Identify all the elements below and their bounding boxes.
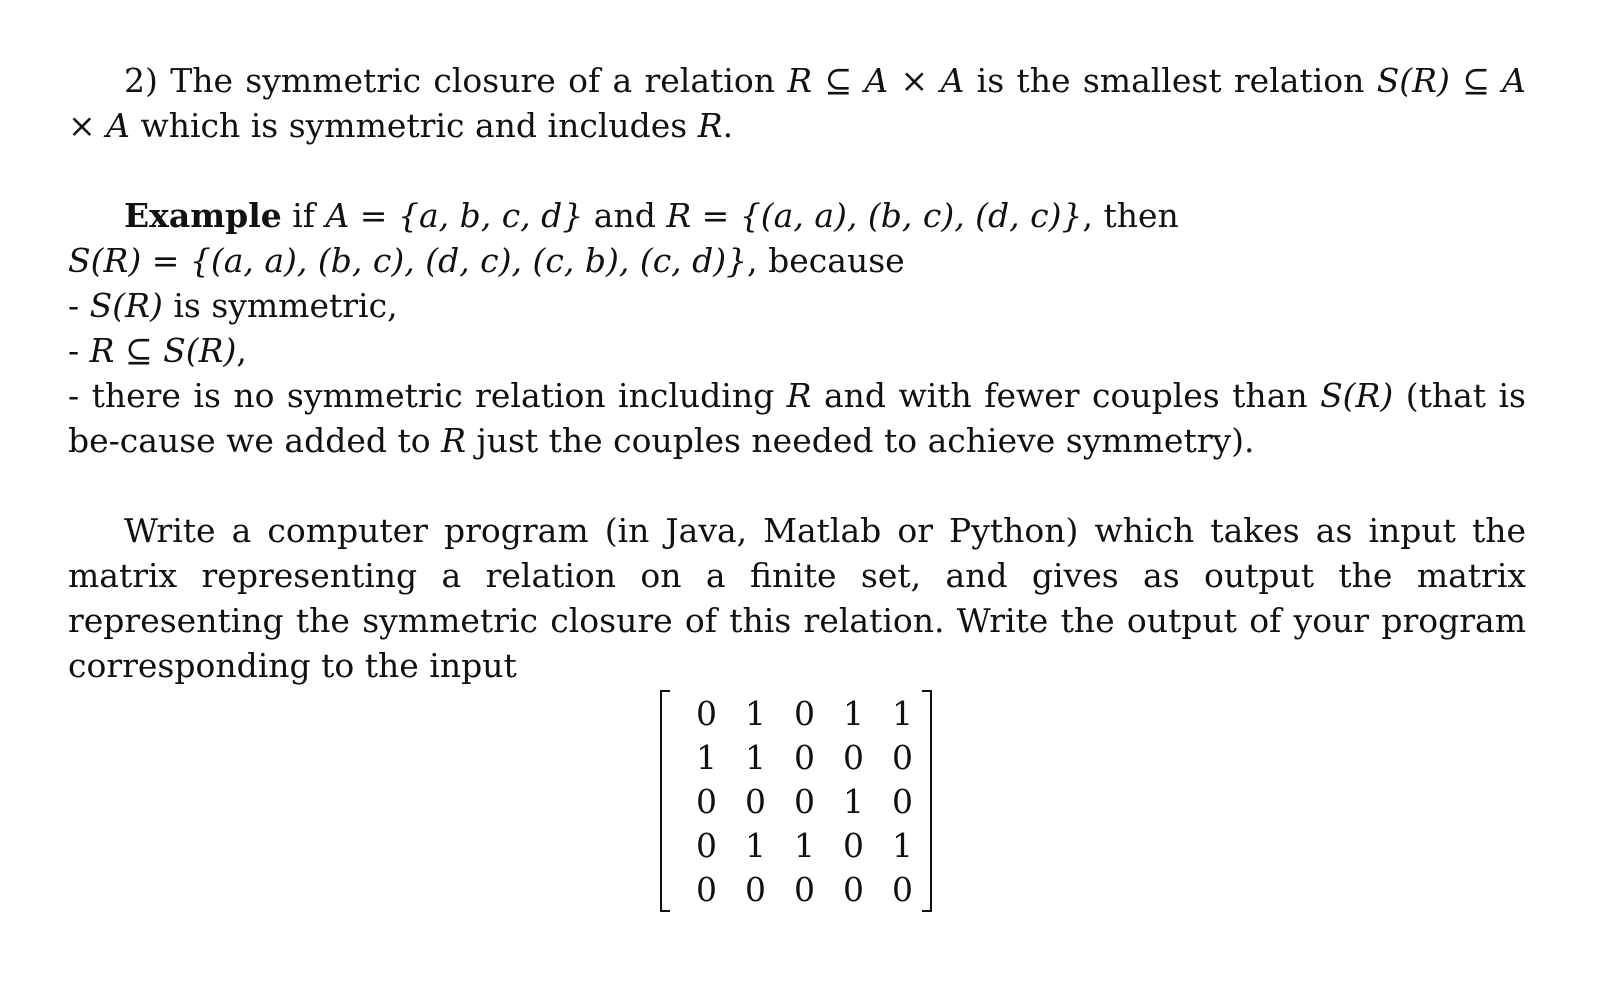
bullet-2: [68, 328, 1526, 373]
matrix-cell: 1: [892, 826, 913, 865]
matrix-cell: 1: [794, 826, 815, 865]
matrix-cell: 0: [696, 826, 717, 865]
matrix-cell: 0: [745, 782, 766, 821]
intro-math-2: S(R) ⊆ A × A: [68, 61, 1527, 145]
bullet-math: R ⊆ S(R): [89, 331, 237, 370]
example-math-2: R = {(a, a), (b, c), (d, c)}: [666, 196, 1083, 235]
example-label: Example: [124, 196, 282, 235]
matrix-cell: 0: [892, 738, 913, 777]
b3-math-3: R: [441, 421, 466, 460]
matrix-cell: 1: [745, 694, 766, 733]
matrix-cell: 0: [843, 826, 864, 865]
bullet-text: is symmetric,: [162, 286, 398, 325]
task-paragraph: Write a computer program (in Java, Matlab or Python) which takes as input the matrix representing a relation on a finite set, and gives as output the matrix representing the symmetric closure of this relation. Write the output of your program corresponding to the input: [68, 511, 1526, 685]
matrix-cell: 1: [843, 782, 864, 821]
document-body: [68, 58, 1526, 688]
right-bracket: [922, 690, 932, 912]
intro-math-1: R ⊆ A × A: [787, 61, 965, 100]
b3-math-2: S(R): [1320, 376, 1394, 415]
matrix-cell: 1: [696, 738, 717, 777]
matrix-cell: 1: [745, 738, 766, 777]
matrix-cell: 0: [794, 738, 815, 777]
intro-text-a: The symmetric closure of a relation: [157, 61, 788, 100]
bullet-dash: -: [68, 286, 90, 325]
bullet-dash: -: [68, 331, 90, 370]
matrix-cell: 0: [696, 694, 717, 733]
bullet-3: [68, 373, 1526, 463]
example-math-1: A = {a, b, c, d}: [325, 196, 584, 235]
example-text-2: and: [583, 196, 667, 235]
intro-text-b: is the smallest relation: [964, 61, 1377, 100]
matrix-cell: 1: [843, 694, 864, 733]
matrix-cell: 0: [794, 782, 815, 821]
left-bracket: [660, 690, 670, 912]
intro-math-3: R: [697, 106, 723, 145]
matrix-cell: 0: [892, 870, 913, 909]
matrix-cell: 0: [892, 782, 913, 821]
matrix-cell: 0: [794, 870, 815, 909]
matrix-grid: [682, 692, 927, 912]
b3-text-b: and with fewer couples than: [811, 376, 1321, 415]
input-matrix: [660, 690, 932, 912]
b3-text-d: just the couples needed to achieve symmetry).: [465, 421, 1255, 460]
matrix-cell: 0: [843, 870, 864, 909]
intro-text-c: which is symmetric and includes: [129, 106, 698, 145]
example-paragraph: [68, 193, 1526, 283]
matrix-cell: 1: [892, 694, 913, 733]
example-text-1: if: [281, 196, 326, 235]
b3-math-1: R: [786, 376, 812, 415]
bullet-math: S(R): [89, 286, 163, 325]
example-text-4: , because: [747, 241, 905, 280]
bullet-text: ,: [236, 331, 247, 370]
matrix-cell: 0: [843, 738, 864, 777]
b3-text-c: (that is be-cause we added to: [68, 376, 1526, 460]
matrix-cell: 0: [696, 782, 717, 821]
matrix-cell: 0: [794, 694, 815, 733]
bullet-1: [68, 283, 1526, 328]
b3-text-a: - there is no symmetric relation including: [68, 376, 787, 415]
example-math-3: S(R) = {(a, a), (b, c), (d, c), (c, b), (c, d)}: [68, 241, 748, 280]
matrix-cell: 1: [745, 826, 766, 865]
problem-number: 2): [124, 61, 158, 100]
matrix-cell: 0: [745, 870, 766, 909]
intro-text-d: .: [722, 106, 734, 145]
problem-intro: [68, 58, 1526, 148]
matrix-cell: 0: [696, 870, 717, 909]
example-text-3: , then: [1082, 196, 1179, 235]
